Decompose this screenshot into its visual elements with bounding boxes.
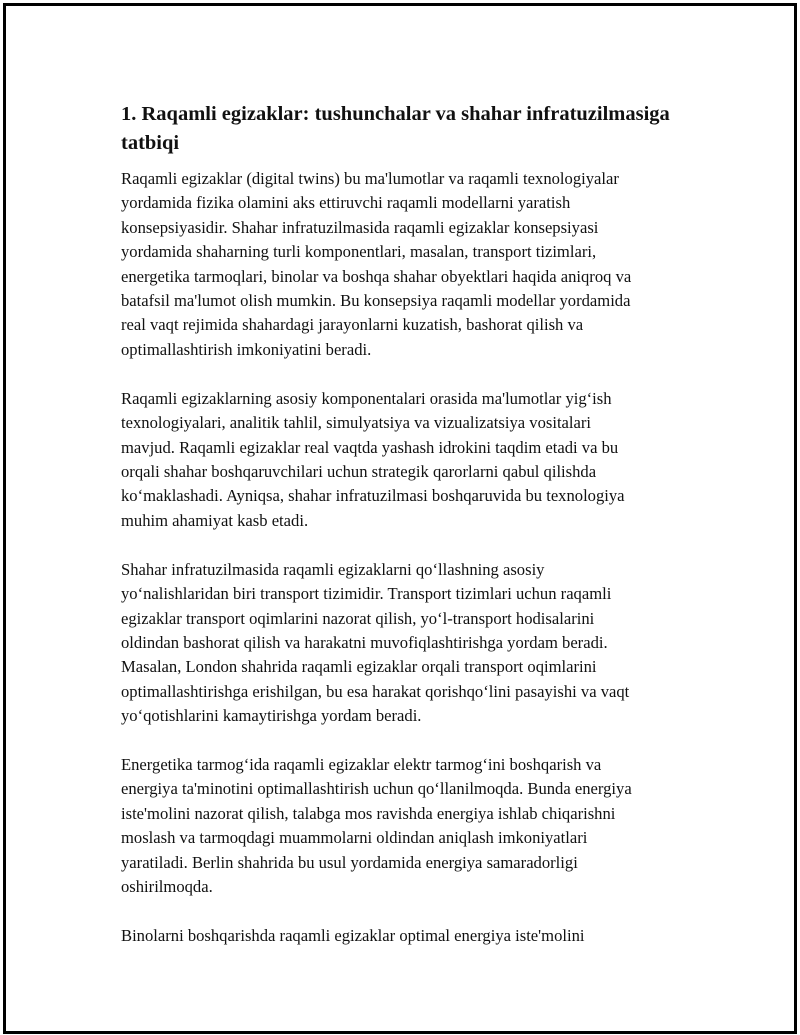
document-body [121, 100, 696, 973]
page-frame [3, 3, 797, 1034]
paragraph-5: Binolarni boshqarishda raqamli egizaklar optimal energiya iste'molini [121, 925, 585, 945]
paragraph-2: Raqamli egizaklarning asosiy komponentalari orasida ma'lumotlar yig‘ish texnologiyalari, analitik tahlil, simulyatsiya va vizualizatsiya vositalari mavjud. Raqamli egizaklar real vaqtda yashash idrokini taqdim etadi va bu orqali shahar boshqaruvchilari uchun strategik qarorlarni qabul qilishda ko‘maklashadi. Ayniqsa, shahar infratuzilmasi boshqaruvida bu texnologiya muhim ahamiyat kasb etadi. [121, 388, 625, 530]
paragraph-4: Energetika tarmog‘ida raqamli egizaklar elektr tarmog‘ini boshqarish va energiya ta'minotini optimallashtirish uchun qo‘llanilmoqda. Bunda energiya iste'molini nazorat qilish, talabga mos ravishda energiya ishlab chiqarishni moslash va tarmoqdagi muammolarni oldindan aniqlash imkoniyatlari yaratiladi. Berlin shahrida bu usul yordamida energiya samaradorligi oshirilmoqda. [121, 755, 632, 897]
section-heading: 1. Raqamli egizaklar: tushunchalar va shahar infratuzilmasiga tatbiqi [121, 103, 670, 154]
paragraph-1: Raqamli egizaklar (digital twins) bu ma'lumotlar va raqamli texnologiyalar yordamida fizika olamini aks ettiruvchi raqamli modellarni yaratish konsepsiyasidir. Shahar infratuzilmasida raqamli egizaklar konsepsiyasi yordamida shaharning turli komponentlari, masalan, transport tizimlari, energetika tarmoqlari, binolar va boshqa shahar obyektlari haqida aniqroq va batafsil ma'lumot olish mumkin. Bu konsepsiya raqamli modellar yordamida real vaqt rejimida shahardagi jarayonlarni kuzatish, bashorat qilish va optimallashtirish imkoniyatini beradi. [121, 169, 632, 359]
paragraph-3: Shahar infratuzilmasida raqamli egizaklarni qo‘llashning asosiy yo‘nalishlaridan biri transport tizimidir. Transport tizimlari uchun raqamli egizaklar transport oqimlarini nazorat qilish, yo‘l-transport hodisalarini oldindan bashorat qilish va harakatni muvofiqlashtirishga yordam beradi. Masalan, London shahrida raqamli egizaklar orqali transport oqimlarini optimallashtirishga erishilgan, bu esa harakat qorishqo‘lini pasayishi va vaqt yo‘qotishlarini kamaytirishga yordam beradi. [121, 559, 630, 726]
